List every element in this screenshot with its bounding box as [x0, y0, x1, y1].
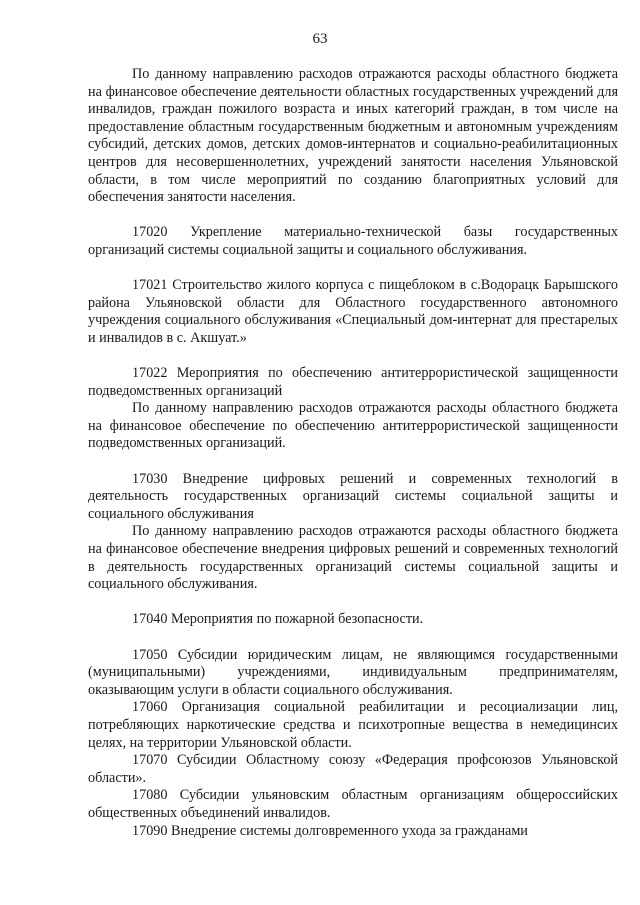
paragraph: 17070 Субсидии Областному союзу «Федерация профсоюзов Ульяновской области». — [88, 752, 618, 786]
paragraph: По данному направлению расходов отражаются расходы областного бюджета на финансовое обеспечение деятельности областных государственных учреждений для инвалидов, граждан пожилого возраста и иных категорий граждан, в том числе на предоставление областным государственным бюджетным и автономным учреждениям субсидий, детских домов, детских домов-интернатов и социально-реабилитационных центров для несовершеннолетних, учреждений занятости населения Ульяновской области, в том числе мероприятий по созданию благоприятных условий для обеспечения занятости населения. — [88, 66, 618, 206]
paragraph: 17040 Мероприятия по пожарной безопасности. — [132, 611, 424, 628]
paragraph: 17022 Мероприятия по обеспечению антитеррористической защищенности подведомственных организаций — [88, 365, 618, 399]
paragraph: 17030 Внедрение цифровых решений и современных технологий в деятельность государственных организаций системы социальной защиты и социального обслуживания — [88, 470, 618, 522]
paragraph-gap — [88, 453, 618, 471]
paragraph-gap — [88, 594, 618, 612]
paragraph: 17060 Организация социальной реабилитации и ресоциализации лиц, потребляющих наркотические средства и психотропные вещества в немедицинсих целях, на территории Ульяновской области. — [88, 699, 618, 751]
paragraph-gap — [88, 348, 618, 366]
paragraph-gap — [88, 260, 618, 278]
paragraph-gap — [88, 629, 618, 647]
paragraph: По данному направлению расходов отражаются расходы областного бюджета на финансовое обеспечение внедрения цифровых решений и современных технологий в деятельность государственных организаций системы социальной защиты и социального обслуживания. — [88, 523, 618, 593]
paragraph: 17020 Укрепление материально-технической базы государственных организаций системы социальной защиты и социального обслуживания. — [88, 224, 618, 258]
paragraph: 17090 Внедрение системы долговременного ухода за гражданами — [132, 822, 528, 839]
paragraph-gap — [88, 207, 618, 225]
paragraph: По данному направлению расходов отражаются расходы областного бюджета на финансовое обеспечение по обеспечению антитеррористической защищенности подведомственных организаций. — [88, 400, 618, 452]
document-body — [88, 66, 618, 840]
paragraph: 17050 Субсидии юридическим лицам, не являющимся государственными (муниципальными) учреждениями, индивидуальным предпринимателям, оказывающим услуги в области социального обслуживания. — [88, 646, 618, 698]
page-number: 63 — [312, 31, 328, 47]
paragraph: 17021 Строительство жилого корпуса с пищеблоком в с.Водорацк Барышского района Ульяновской области для Областного государственного автономного учреждения социального обслуживания «Специальный дом-интернат для престарелых и инвалидов в с. Акшуат.» — [88, 277, 618, 346]
paragraph: 17080 Субсидии ульяновским областным организациям общероссийских общественных объединений инвалидов. — [88, 787, 618, 821]
